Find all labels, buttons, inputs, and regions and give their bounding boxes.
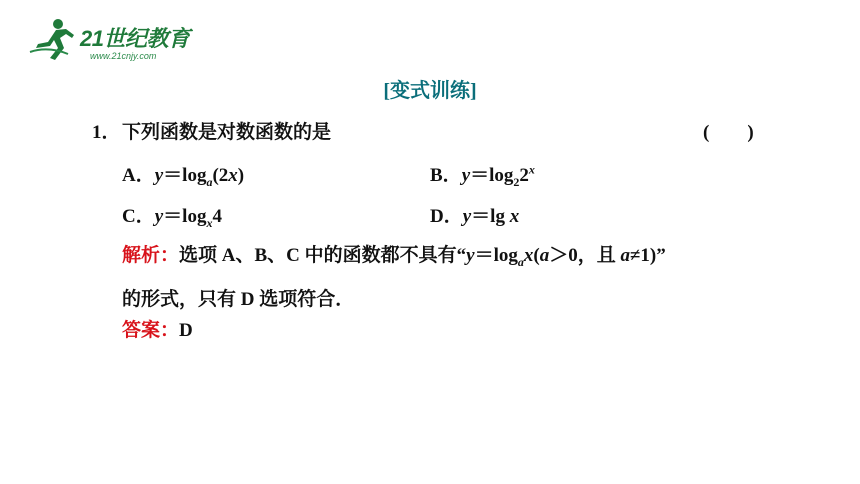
question-text: 下列函数是对数函数的是 <box>122 122 332 143</box>
logo <box>28 16 208 64</box>
answer-line <box>122 315 193 342</box>
section-title: [变式训练] <box>383 80 477 102</box>
answer-value: D <box>179 320 193 341</box>
logo-brand-text: 21世纪教育 <box>80 26 190 51</box>
option-d: D．y＝lg x <box>430 206 520 227</box>
option-b: B．$y=\log_22^x$ <box>430 162 535 189</box>
option-a: A．$y=\log_a(2x)$ <box>122 165 245 189</box>
answer-label: 答案： <box>122 320 180 341</box>
runner-icon <box>28 16 78 62</box>
analysis-line-2: 的形式，只有 D 选项符合． <box>122 289 355 310</box>
analysis-line-1: 解析：选项 A、B、C 中的函数都不具有“$y=\log_ax(a>0$，且 a≠1)” <box>122 245 666 269</box>
logo-url-text: www.21cnjy.com <box>90 51 157 61</box>
option-c: C．$y=\log_x4$ <box>122 206 222 230</box>
answer-blank: ( ) <box>703 122 754 143</box>
question-number: 1． <box>92 122 121 143</box>
analysis-label: 解析： <box>122 245 180 266</box>
